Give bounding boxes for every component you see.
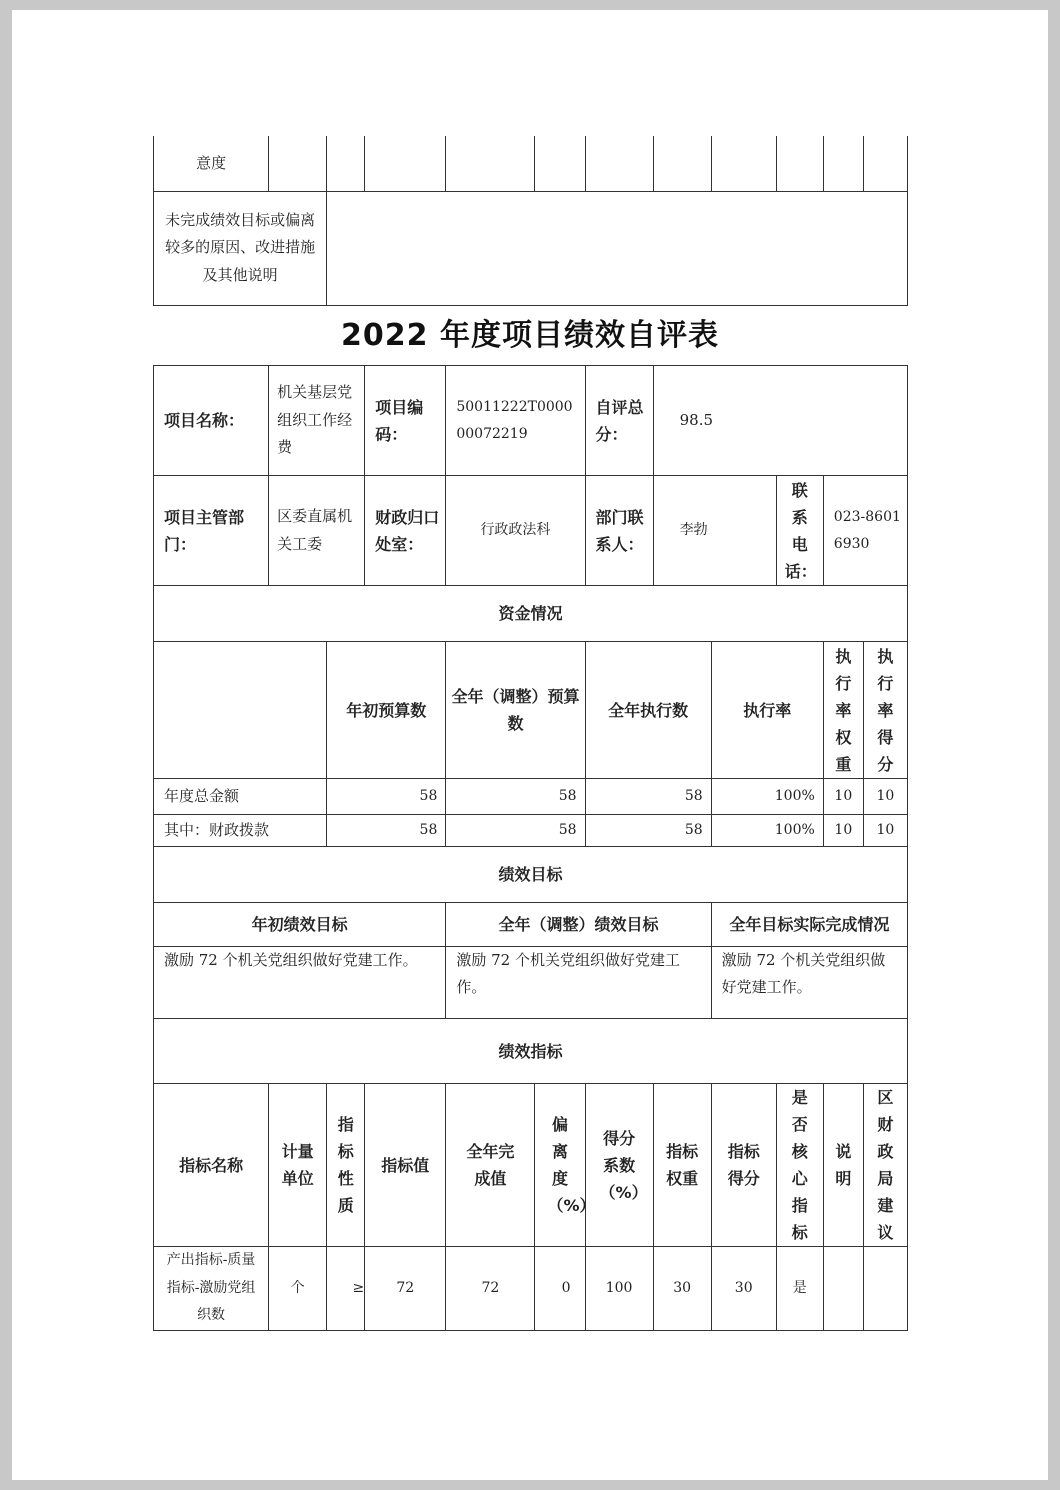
project-code-value: 50011222T000000072219	[446, 366, 585, 476]
self-evaluation-table	[153, 365, 908, 1331]
indicator-cell: 是	[776, 1247, 823, 1331]
contact-value: 李勃	[653, 476, 776, 586]
indicator-header: 是否核心指标	[776, 1084, 823, 1247]
phone-value: 023-86016930	[823, 476, 907, 586]
indicator-header: 指标名称	[154, 1084, 269, 1247]
indicators-section-title: 绩效指标	[154, 1019, 908, 1084]
indicator-header: 说明	[823, 1084, 863, 1247]
funds-cell: 58	[446, 779, 585, 815]
indicator-cell: 100	[585, 1247, 653, 1331]
document-page	[12, 10, 1048, 1480]
funds-cell: 10	[823, 779, 863, 815]
goal-actual: 激励 72 个机关党组织做好党建工作。	[711, 947, 907, 1019]
indicator-cell	[863, 1247, 907, 1331]
table-row	[154, 1247, 908, 1331]
indicator-cell: 0	[535, 1247, 585, 1331]
funds-header: 执行率	[711, 642, 823, 779]
indicator-header: 计量单位	[269, 1084, 327, 1247]
funds-cell: 100%	[711, 815, 823, 847]
contact-label: 部门联系人：	[585, 476, 653, 586]
funds-section-title: 资金情况	[154, 586, 908, 642]
indicator-header: 指标值	[365, 1084, 446, 1247]
funds-cell: 58	[585, 815, 711, 847]
goal-initial: 激励 72 个机关党组织做好党建工作。	[154, 947, 446, 1019]
project-code-label: 项目编码：	[365, 366, 446, 476]
dept-value: 区委直属机关工委	[269, 476, 365, 586]
previous-table-fragment	[153, 136, 908, 306]
funds-cell: 58	[446, 815, 585, 847]
indicator-header: 指标权重	[653, 1084, 711, 1247]
funds-cell: 10	[863, 815, 907, 847]
funds-header: 执行率得分	[863, 642, 907, 779]
indicator-cell: 30	[711, 1247, 776, 1331]
unfinished-reason-value	[327, 191, 908, 305]
indicator-header: 全年完成值	[446, 1084, 535, 1247]
indicator-cell: 30	[653, 1247, 711, 1331]
goals-header: 年初绩效目标	[154, 903, 446, 947]
funds-header: 年初预算数	[327, 642, 446, 779]
indicator-cell: 个	[269, 1247, 327, 1331]
project-name-label: 项目名称：	[154, 366, 269, 476]
finance-office-label: 财政归口处室：	[365, 476, 446, 586]
funds-header: 全年执行数	[585, 642, 711, 779]
funds-row-label: 其中：财政拨款	[154, 815, 327, 847]
phone-label: 联系电话：	[776, 476, 823, 586]
funds-cell: 58	[585, 779, 711, 815]
funds-header: 执行率权重	[823, 642, 863, 779]
funds-header: 全年（调整）预算数	[446, 642, 585, 779]
indicator-cell: 72	[446, 1247, 535, 1331]
funds-cell: 58	[327, 779, 446, 815]
project-name-value: 机关基层党组织工作经费	[269, 366, 365, 476]
indicator-header: 区财政局建议	[863, 1084, 907, 1247]
finance-office-value: 行政政法科	[446, 476, 585, 586]
indicator-cell: 产出指标-质量指标-激励党组织数	[154, 1247, 269, 1331]
indicator-header: 指标性质	[327, 1084, 365, 1247]
indicator-header: 得分系数（%）	[585, 1084, 653, 1247]
funds-cell: 10	[863, 779, 907, 815]
unfinished-reason-label: 未完成绩效目标或偏离较多的原因、改进措施及其他说明	[154, 191, 327, 305]
goals-header: 全年（调整）绩效目标	[446, 903, 711, 947]
funds-cell: 100%	[711, 779, 823, 815]
goal-adjusted: 激励 72 个机关党组织做好党建工作。	[446, 947, 711, 1019]
goals-section-title: 绩效目标	[154, 847, 908, 903]
indicator-cell: ≥	[327, 1247, 365, 1331]
funds-cell: 58	[327, 815, 446, 847]
document-title: 2022 年度项目绩效自评表	[341, 318, 719, 353]
score-label: 自评总分：	[585, 366, 653, 476]
satisfaction-label-fragment: 意度	[154, 136, 269, 191]
score-value: 98.5	[653, 366, 907, 476]
funds-row-label: 年度总金额	[154, 779, 327, 815]
goals-header: 全年目标实际完成情况	[711, 903, 907, 947]
indicator-header: 偏离度（%）	[535, 1084, 585, 1247]
dept-label: 项目主管部门：	[154, 476, 269, 586]
funds-cell: 10	[823, 815, 863, 847]
indicator-cell: 72	[365, 1247, 446, 1331]
indicator-header: 指标得分	[711, 1084, 776, 1247]
indicator-cell	[823, 1247, 863, 1331]
